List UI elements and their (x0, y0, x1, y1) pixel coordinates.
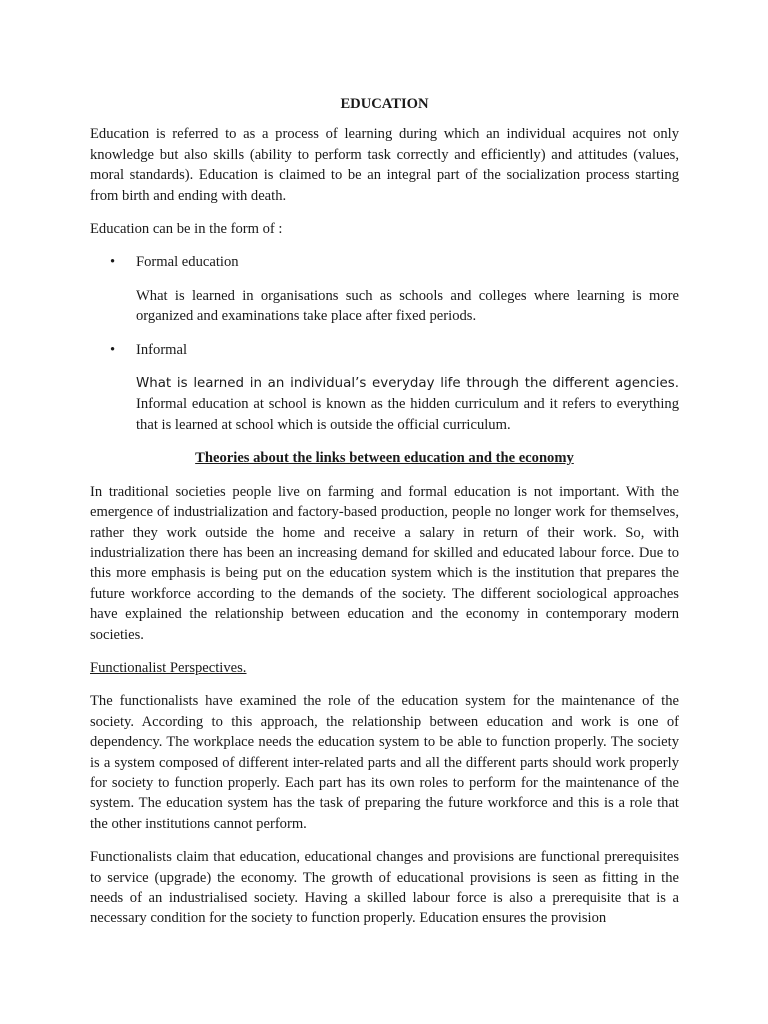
functionalist-heading (90, 658, 679, 678)
intro-paragraph: Education is referred to as a process of learning during which an individual acquires not only knowledge but also skills (ability to perform task correctly and efficiently) and attitudes (values, moral standards). Education is claimed to be an integral part of the socialization process starting from birth and ending with death. (90, 126, 679, 204)
bullet-informal (90, 340, 679, 360)
theories-heading: Theories about the links between education and the economy (195, 450, 574, 467)
functionalist-heading-text: Functionalist Perspectives. (90, 659, 247, 676)
functionalist-paragraph-2: Functionalists claim that education, educational changes and provisions are functional prerequisites to service (upgrade) the economy. The growth of educational provisions is seen as fitting in the needs of an industrialised society. Having a skilled labour force is also a prerequisite that is a necessary condition for the society to function properly. Education ensures the provision (90, 849, 679, 927)
bullet-formal-education (90, 252, 679, 272)
functionalist-paragraph-1: The functionalists have examined the role of the education system for the maintenance of the society. According to this approach, the relationship between education and work is one of dependency. The workplace needs the education system to be able to function properly. The society is a system composed of different inter-related parts and all the different parts should work properly for society to function properly. Each part has its own roles to perform for the maintenance of the system. The education system has the task of preparing the future workforce and this is a role that the other institutions cannot perform. (90, 693, 679, 832)
formal-education-description: What is learned in organisations such as schools and colleges where learning is more organized and examinations take place after fixed periods. (136, 287, 679, 325)
bullet-formal-label: Formal education (136, 254, 239, 271)
informal-description-part-a: What is learned in an individual’s everyday life through the different agencies. (136, 376, 679, 392)
bullet-informal-label: Informal (136, 341, 188, 358)
theories-paragraph: In traditional societies people live on farming and formal education is not important. With the emergence of industrialization and factory-based production, people no longer work for themselves, rather they work outside the home and receive a salary in return of their work. So, with industrialization there has been an increasing demand for skilled and educated labour force. Due to this more emphasis is being put on the education system which is the institution that prepares the future workforce according to the demands of the society. The different sociological approaches have explained the relationship between education and the economy in contemporary modern societies. (90, 483, 679, 643)
forms-lead-text: Education can be in the form of : (90, 221, 283, 238)
bullet-icon: • (110, 341, 116, 358)
informal-description (90, 373, 679, 435)
bullet-icon: • (110, 254, 116, 271)
informal-description-part-b: Informal education at school is known as the hidden curriculum and it refers to everything that is learned at school which is outside the official curriculum. (136, 396, 679, 433)
document-title: EDUCATION (340, 96, 429, 112)
